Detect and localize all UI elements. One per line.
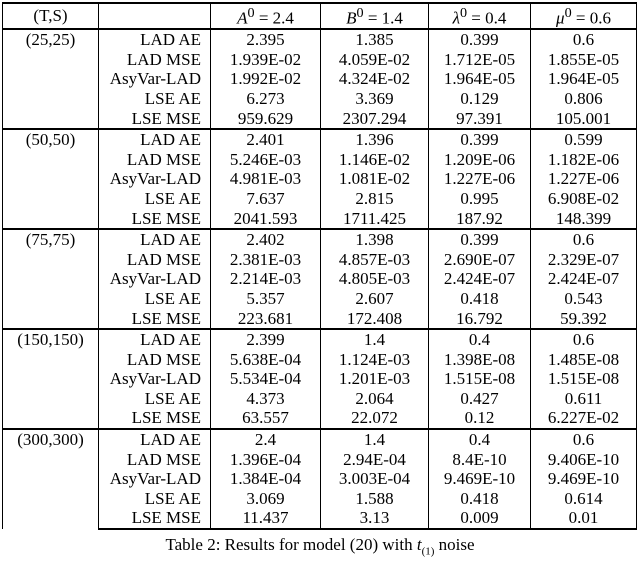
measure-label: LAD MSE [99,50,211,70]
value-cell: 1.515E-08 [429,369,531,389]
group-label: (25,25) [3,29,99,129]
table-row [3,450,637,470]
value-cell: 1.515E-08 [531,369,637,389]
value-cell: 0.399 [429,29,531,50]
value-cell: 2.401 [211,129,321,150]
value-cell: 6.227E-02 [531,408,637,429]
table-row [3,69,637,89]
table-body [3,29,637,529]
value-cell: 2.690E-07 [429,250,531,270]
measure-label: LAD AE [99,129,211,150]
table-row [3,209,637,230]
value-cell: 1.485E-08 [531,350,637,370]
value-cell: 2.607 [321,289,429,309]
value-cell: 1.855E-05 [531,50,637,70]
measure-label: LSE MSE [99,508,211,529]
value-cell: 1.209E-06 [429,150,531,170]
table-row [3,150,637,170]
value-cell: 0.599 [531,129,637,150]
measure-label: AsyVar-LAD [99,269,211,289]
value-cell: 105.001 [531,109,637,130]
value-cell: 1.385 [321,29,429,50]
value-cell: 959.629 [211,109,321,130]
value-cell: 5.357 [211,289,321,309]
value-cell: 4.857E-03 [321,250,429,270]
value-cell: 2.402 [211,229,321,250]
value-cell: 1.964E-05 [531,69,637,89]
value-cell: 148.399 [531,209,637,230]
value-cell: 0.399 [429,129,531,150]
value-cell: 2.399 [211,329,321,350]
table-row [3,429,637,450]
value-cell: 2307.294 [321,109,429,130]
value-cell: 1.712E-05 [429,50,531,70]
value-cell: 2041.593 [211,209,321,230]
value-cell: 2.329E-07 [531,250,637,270]
value-cell: 1.396E-04 [211,450,321,470]
table-row [3,489,637,509]
value-cell: 1.964E-05 [429,69,531,89]
value-cell: 0.611 [531,389,637,409]
value-cell: 0.6 [531,429,637,450]
value-cell: 2.214E-03 [211,269,321,289]
value-cell: 0.009 [429,508,531,529]
table-row [3,289,637,309]
measure-label: LSE MSE [99,408,211,429]
value-cell: 0.418 [429,489,531,509]
value-cell: 0.418 [429,289,531,309]
value-cell: 11.437 [211,508,321,529]
value-cell: 0.543 [531,289,637,309]
value-cell: 172.408 [321,308,429,329]
value-cell: 223.681 [211,308,321,329]
value-cell: 3.369 [321,89,429,109]
header-param-lambda: $\lambda^0 = 0.4$ [429,3,531,29]
table-row [3,229,637,250]
value-cell: 4.373 [211,389,321,409]
value-cell: 2.381E-03 [211,250,321,270]
table-row [3,129,637,150]
value-cell: 0.6 [531,329,637,350]
value-cell: 9.406E-10 [531,450,637,470]
value-cell: 0.995 [429,189,531,209]
value-cell: 5.638E-04 [211,350,321,370]
header-param-a: $A^0 = 2.4$ [211,3,321,29]
value-cell: 4.805E-03 [321,269,429,289]
value-cell: 0.427 [429,389,531,409]
value-cell: 3.069 [211,489,321,509]
value-cell: 3.003E-04 [321,469,429,489]
value-cell: 1.227E-06 [429,169,531,189]
value-cell: 187.92 [429,209,531,230]
table-row [3,408,637,429]
group-label: (150,150) [3,329,99,429]
measure-label: LSE MSE [99,109,211,130]
value-cell: 9.469E-10 [429,469,531,489]
value-cell: 59.392 [531,308,637,329]
value-cell: 1.398E-08 [429,350,531,370]
group-label: (50,50) [3,129,99,229]
measure-label: LAD MSE [99,250,211,270]
value-cell: 1.992E-02 [211,69,321,89]
header-measure-cell [99,3,211,29]
value-cell: 22.072 [321,408,429,429]
table-row [3,329,637,350]
value-cell: 1.588 [321,489,429,509]
measure-label: AsyVar-LAD [99,169,211,189]
value-cell: 2.395 [211,29,321,50]
table-row [3,469,637,489]
measure-label: AsyVar-LAD [99,69,211,89]
value-cell: 97.391 [429,109,531,130]
value-cell: 4.981E-03 [211,169,321,189]
header-param-mu: $\mu^0 = 0.6$ [531,3,637,29]
value-cell: 0.6 [531,29,637,50]
measure-label: AsyVar-LAD [99,469,211,489]
table-row [3,350,637,370]
value-cell: 2.424E-07 [429,269,531,289]
value-cell: 1.081E-02 [321,169,429,189]
measure-label: LSE AE [99,89,211,109]
table-row [3,169,637,189]
value-cell: 0.01 [531,508,637,529]
value-cell: 0.4 [429,429,531,450]
value-cell: 3.13 [321,508,429,529]
value-cell: 1.182E-06 [531,150,637,170]
value-cell: 1.146E-02 [321,150,429,170]
value-cell: 0.12 [429,408,531,429]
value-cell: 0.129 [429,89,531,109]
value-cell: 7.637 [211,189,321,209]
table-row [3,29,637,50]
value-cell: 63.557 [211,408,321,429]
measure-label: LSE AE [99,289,211,309]
value-cell: 2.4 [211,429,321,450]
value-cell: 0.6 [531,229,637,250]
value-cell: 1.124E-03 [321,350,429,370]
measure-label: LAD MSE [99,350,211,370]
value-cell: 6.273 [211,89,321,109]
value-cell: 6.908E-02 [531,189,637,209]
table-row [3,189,637,209]
value-cell: 1.4 [321,329,429,350]
value-cell: 16.792 [429,308,531,329]
measure-label: LSE AE [99,389,211,409]
value-cell: 4.324E-02 [321,69,429,89]
value-cell: 1.227E-06 [531,169,637,189]
value-cell: 1.396 [321,129,429,150]
measure-label: LAD AE [99,329,211,350]
value-cell: 1.201E-03 [321,369,429,389]
measure-label: LSE MSE [99,308,211,329]
value-cell: 1.939E-02 [211,50,321,70]
table-row [3,250,637,270]
value-cell: 1.384E-04 [211,469,321,489]
table-row [3,50,637,70]
table-row [3,369,637,389]
measure-label: LSE MSE [99,209,211,230]
measure-label: LAD MSE [99,450,211,470]
measure-label: LAD MSE [99,150,211,170]
measure-label: LSE AE [99,489,211,509]
value-cell: 4.059E-02 [321,50,429,70]
value-cell: 0.614 [531,489,637,509]
measure-label: LAD AE [99,29,211,50]
value-cell: 8.4E-10 [429,450,531,470]
results-table [2,2,637,530]
group-label: (300,300) [3,429,99,529]
table-row [3,508,637,529]
header-row [3,3,637,29]
header-group-cell: (T,S) [3,3,99,29]
value-cell: 9.469E-10 [531,469,637,489]
measure-label: LAD AE [99,229,211,250]
measure-label: AsyVar-LAD [99,369,211,389]
measure-label: LSE AE [99,189,211,209]
table-caption: Table 2: Results for model (20) with $t_{(1)}$ noise [165,535,475,558]
group-label: (75,75) [3,229,99,329]
value-cell: 5.534E-04 [211,369,321,389]
table-row [3,89,637,109]
value-cell: 2.064 [321,389,429,409]
value-cell: 2.424E-07 [531,269,637,289]
value-cell: 1.4 [321,429,429,450]
value-cell: 5.246E-03 [211,150,321,170]
value-cell: 1.398 [321,229,429,250]
table-row [3,109,637,130]
header-param-b: $B^0 = 1.4$ [321,3,429,29]
value-cell: 2.94E-04 [321,450,429,470]
value-cell: 0.4 [429,329,531,350]
value-cell: 0.399 [429,229,531,250]
table-row [3,269,637,289]
table-row [3,389,637,409]
value-cell: 2.815 [321,189,429,209]
value-cell: 1711.425 [321,209,429,230]
value-cell: 0.806 [531,89,637,109]
table-row [3,308,637,329]
measure-label: LAD AE [99,429,211,450]
